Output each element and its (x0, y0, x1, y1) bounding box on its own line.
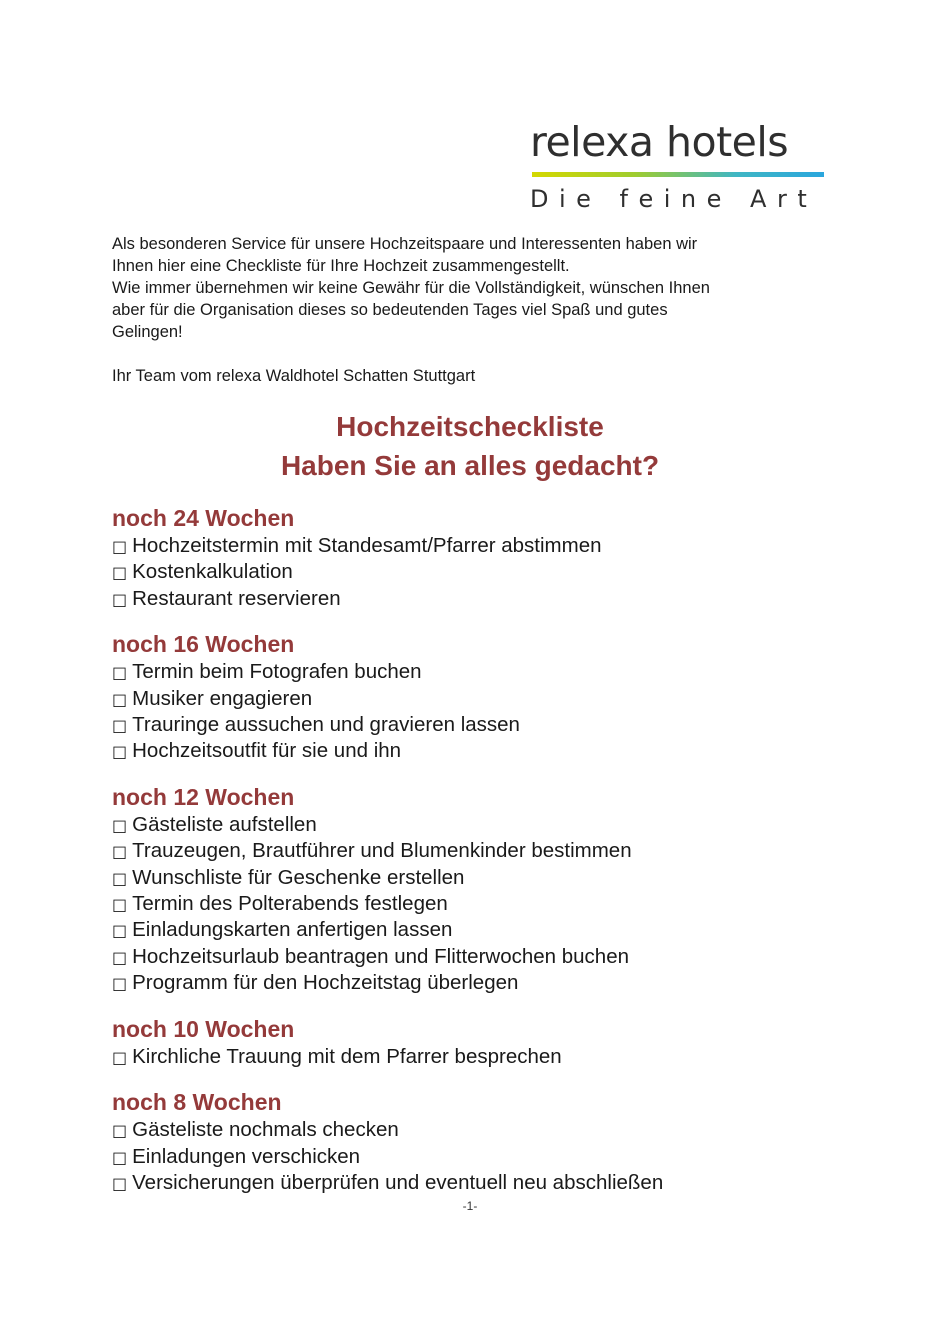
checklist-sections (112, 503, 872, 1213)
checkbox-icon: □ (112, 716, 128, 736)
checklist-item (112, 865, 872, 891)
section-heading: noch 10 Wochen (112, 1015, 295, 1042)
checklist-item-label: Hochzeitstermin mit Standesamt/Pfarrer abstimmen (132, 534, 602, 557)
checklist-item (112, 944, 872, 970)
checkbox-icon: □ (112, 868, 128, 888)
intro-line: Als besonderen Service für unsere Hochzeitspaare und Interessenten haben wir (112, 235, 698, 253)
checklist-item (112, 1117, 872, 1143)
checklist-item-label: Trauringe aussuchen und gravieren lassen (132, 713, 520, 737)
page-title (0, 407, 940, 485)
checklist-item-label: Gästeliste nochmals checken (132, 1118, 399, 1142)
intro-line: aber für die Organisation dieses so bedeutenden Tages viel Spaß und gutes (112, 301, 668, 319)
checklist-item-label: Einladungen verschicken (132, 1144, 361, 1168)
checklist-item-label: Wunschliste für Geschenke erstellen (132, 865, 465, 889)
logo-gradient-bar (532, 172, 824, 177)
checklist-item (112, 891, 872, 917)
checklist-item (112, 1044, 872, 1070)
page-number: -1- (462, 1199, 478, 1213)
checkbox-icon: □ (112, 1147, 128, 1167)
checkbox-icon: □ (112, 663, 128, 683)
checklist-item-label: Trauzeugen, Brautführer und Blumenkinder bestimmen (132, 839, 632, 863)
checklist-item (112, 659, 872, 685)
checklist-item (112, 1170, 872, 1196)
checklist-item-label: Einladungskarten anfertigen lassen (132, 918, 453, 942)
checkbox-icon: □ (112, 947, 128, 967)
checkbox-icon: □ (112, 563, 128, 583)
section-heading: noch 24 Wochen (112, 505, 295, 531)
checklist-item (112, 559, 872, 585)
checklist-item-label: Kostenkalkulation (132, 560, 293, 584)
checkbox-icon: □ (112, 589, 128, 609)
checklist-section (112, 503, 872, 612)
checkbox-icon: □ (112, 1047, 128, 1067)
checklist-item (112, 586, 872, 612)
checkbox-icon: □ (112, 537, 128, 556)
checklist-item (112, 970, 872, 996)
checkbox-icon: □ (112, 1173, 128, 1193)
checkbox-icon: □ (112, 1121, 128, 1141)
checklist-section (112, 782, 872, 997)
checklist-item-label: Programm für den Hochzeitstag überlegen (132, 971, 519, 995)
checklist-item-label: Musiker engagieren (132, 686, 313, 710)
checklist-item-label: Kirchliche Trauung mit dem Pfarrer besprechen (132, 1044, 562, 1068)
logo-tagline: Die feine Art (530, 185, 818, 213)
checkbox-icon: □ (112, 742, 128, 762)
checklist-item (112, 533, 872, 559)
checklist-item (112, 686, 872, 712)
checkbox-icon: □ (112, 895, 128, 915)
checklist-section (112, 1087, 872, 1196)
checkbox-icon: □ (112, 921, 128, 941)
checklist-item-label: Versicherungen überprüfen und eventuell neu abschließen (132, 1170, 664, 1194)
checklist-item-label: Hochzeitsurlaub beantragen und Flitterwochen buchen (132, 944, 629, 968)
checkbox-icon: □ (112, 974, 128, 994)
checklist-item (112, 917, 872, 943)
title-line-2: Haben Sie an alles gedacht? (280, 450, 660, 481)
checklist-section (112, 1014, 872, 1070)
checklist-item (112, 712, 872, 738)
checklist-item-label: Gästeliste aufstellen (132, 812, 317, 836)
logo-wordmark: relexa hotels (530, 118, 789, 166)
checklist-item-label: Termin des Polterabends festlegen (132, 892, 448, 916)
checkbox-icon: □ (112, 842, 128, 862)
checklist-item-label: Termin beim Fotografen buchen (132, 660, 422, 684)
intro-line: Gelingen! (112, 323, 183, 341)
relexa-logo (530, 118, 826, 218)
title-line-1: Hochzeitscheckliste (336, 411, 604, 442)
checklist-item (112, 812, 872, 838)
checklist-item-label: Restaurant reservieren (132, 586, 341, 610)
checklist-item-label: Hochzeitsoutfit für sie und ihn (132, 739, 402, 763)
checkbox-icon: □ (112, 815, 128, 835)
checkbox-icon: □ (112, 689, 128, 709)
intro-signature: Ihr Team vom relexa Waldhotel Schatten Stuttgart (112, 367, 476, 385)
checklist-item (112, 1144, 872, 1170)
checklist-item (112, 738, 872, 764)
intro-line: Ihnen hier eine Checkliste für Ihre Hochzeit zusammengestellt. (112, 257, 570, 275)
section-heading: noch 16 Wochen (112, 631, 295, 658)
intro-line: Wie immer übernehmen wir keine Gewähr für die Vollständigkeit, wünschen Ihnen (112, 279, 710, 297)
checklist-item (112, 838, 872, 864)
intro-text (112, 233, 832, 387)
section-heading: noch 8 Wochen (112, 1089, 282, 1116)
checklist-section (112, 629, 872, 765)
section-heading: noch 12 Wochen (112, 783, 295, 810)
